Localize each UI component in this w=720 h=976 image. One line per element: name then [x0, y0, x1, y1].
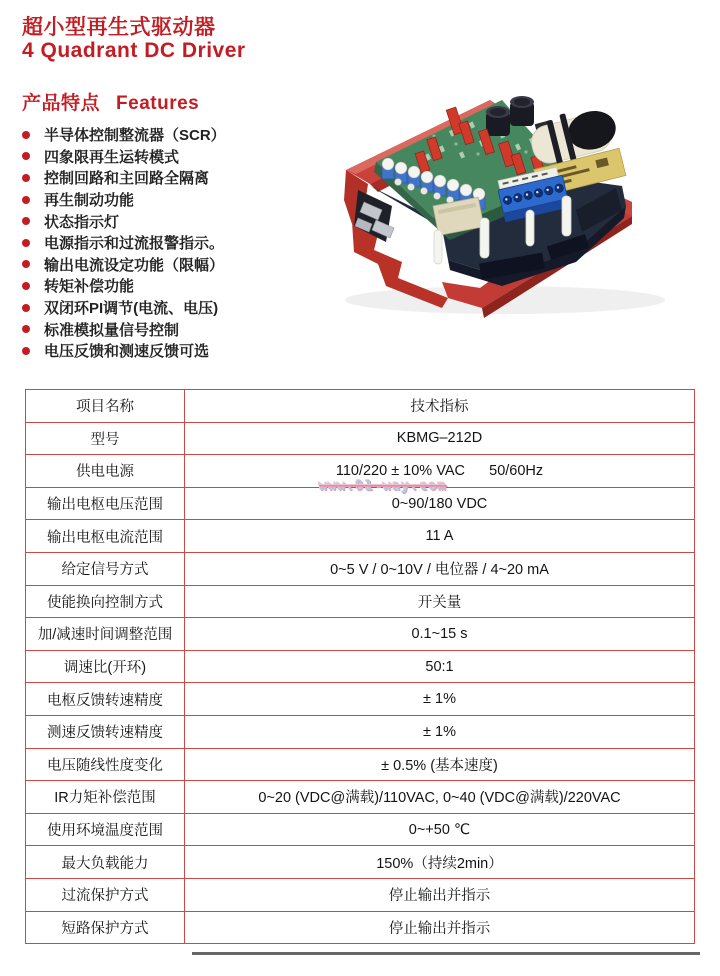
table-row [26, 618, 695, 651]
section-title-en: Features [116, 93, 200, 114]
feature-text: 电压反馈和测速反馈可选 [44, 343, 210, 361]
spec-value: ± 0.5% (基本速度) [185, 748, 695, 781]
feature-text: 控制回路和主回路全隔离 [44, 170, 210, 188]
spec-item: 电枢反馈转速精度 [26, 683, 185, 716]
spec-value: 0~20 (VDC@满载)/110VAC, 0~40 (VDC@满载)/220VAC [185, 781, 695, 814]
spec-item: 给定信号方式 [26, 552, 185, 585]
page-title-en: 4 Quadrant DC Driver [22, 39, 246, 62]
feature-item [20, 124, 226, 146]
feature-item [20, 254, 226, 276]
drive-board-illustration [330, 60, 720, 322]
table-row [26, 748, 695, 781]
bullet-dot-icon [22, 196, 30, 204]
spec-item: 加/减速时间调整范围 [26, 618, 185, 651]
feature-item [20, 340, 226, 362]
spec-value: 110/220 ± 10% VAC 50/60Hz [185, 455, 695, 488]
feature-item [20, 275, 226, 297]
spec-value: 0~90/180 VDC [185, 487, 695, 520]
col-header-item: 项目名称 [26, 390, 185, 423]
page-title-cn: 超小型再生式驱动器 [22, 16, 216, 39]
feature-text: 电源指示和过流报警指示。 [44, 235, 225, 253]
bullet-dot-icon [22, 304, 30, 312]
features-section-title [22, 88, 199, 115]
feature-text: 半导体控制整流器（SCR） [44, 127, 226, 145]
bullet-dot-icon [22, 217, 30, 225]
bullet-dot-icon [22, 347, 30, 355]
spec-value: 开关量 [185, 585, 695, 618]
table-row [26, 846, 695, 879]
table-row [26, 585, 695, 618]
spec-item: 输出电枢电流范围 [26, 520, 185, 553]
table-row [26, 715, 695, 748]
table-row [26, 520, 695, 553]
feature-item [20, 146, 226, 168]
bullet-dot-icon [22, 260, 30, 268]
scan-shadow-line [192, 952, 700, 955]
feature-text: 状态指示灯 [44, 213, 120, 231]
bullet-dot-icon [22, 325, 30, 333]
table-row [26, 781, 695, 814]
spec-value: 11 A [185, 520, 695, 553]
feature-text: 四象限再生运转模式 [44, 148, 180, 166]
feature-text: 标准模拟量信号控制 [44, 321, 180, 339]
feature-item [20, 167, 226, 189]
watermark: www.91-way.com [319, 478, 447, 494]
col-header-spec: 技术指标 [185, 390, 695, 423]
section-title-cn: 产品特点 [22, 93, 101, 114]
spec-value: ± 1% [185, 683, 695, 716]
table-row [26, 683, 695, 716]
spec-item: 调速比(开环) [26, 650, 185, 683]
spec-item: 最大负载能力 [26, 846, 185, 879]
feature-item [20, 232, 226, 254]
spec-item: 短路保护方式 [26, 911, 185, 944]
spec-value: 停止输出并指示 [185, 911, 695, 944]
feature-text: 输出电流设定功能（限幅） [44, 256, 225, 274]
spec-item: IR力矩补偿范围 [26, 781, 185, 814]
table-row [26, 650, 695, 683]
bullet-dot-icon [22, 239, 30, 247]
spec-value: ± 1% [185, 715, 695, 748]
page-header [22, 16, 246, 62]
table-row [26, 422, 695, 455]
spec-item: 型号 [26, 422, 185, 455]
spec-item: 过流保护方式 [26, 878, 185, 911]
spec-value: 停止输出并指示 [185, 878, 695, 911]
table-row [26, 878, 695, 911]
spec-value: 0~+50 ℃ [185, 813, 695, 846]
spec-item: 电压随线性度变化 [26, 748, 185, 781]
spec-value: 0.1~15 s [185, 618, 695, 651]
feature-text: 双闭环PI调节(电流、电压) [44, 300, 219, 318]
feature-item [20, 297, 226, 319]
spec-table [25, 389, 695, 944]
feature-list [20, 124, 226, 362]
feature-text: 再生制动功能 [44, 192, 135, 210]
table-row [26, 813, 695, 846]
feature-item [20, 210, 226, 232]
spec-value: 0~5 V / 0~10V / 电位器 / 4~20 mA [185, 552, 695, 585]
bullet-dot-icon [22, 174, 30, 182]
feature-text: 转矩补偿功能 [44, 278, 135, 296]
spec-item: 使用环境温度范围 [26, 813, 185, 846]
spec-item: 供电电源 [26, 455, 185, 488]
table-row [26, 911, 695, 944]
bullet-dot-icon [22, 282, 30, 290]
feature-item [20, 189, 226, 211]
spec-item: 输出电枢电压范围 [26, 487, 185, 520]
spec-value: 50:1 [185, 650, 695, 683]
bullet-dot-icon [22, 131, 30, 139]
feature-item [20, 318, 226, 340]
spec-value: 150%（持续2min） [185, 846, 695, 879]
table-row [26, 552, 695, 585]
spec-item: 测速反馈转速精度 [26, 715, 185, 748]
spec-item: 使能换向控制方式 [26, 585, 185, 618]
bullet-dot-icon [22, 152, 30, 160]
table-header-row [26, 390, 695, 423]
product-photo [330, 60, 720, 322]
spec-value: KBMG–212D [185, 422, 695, 455]
